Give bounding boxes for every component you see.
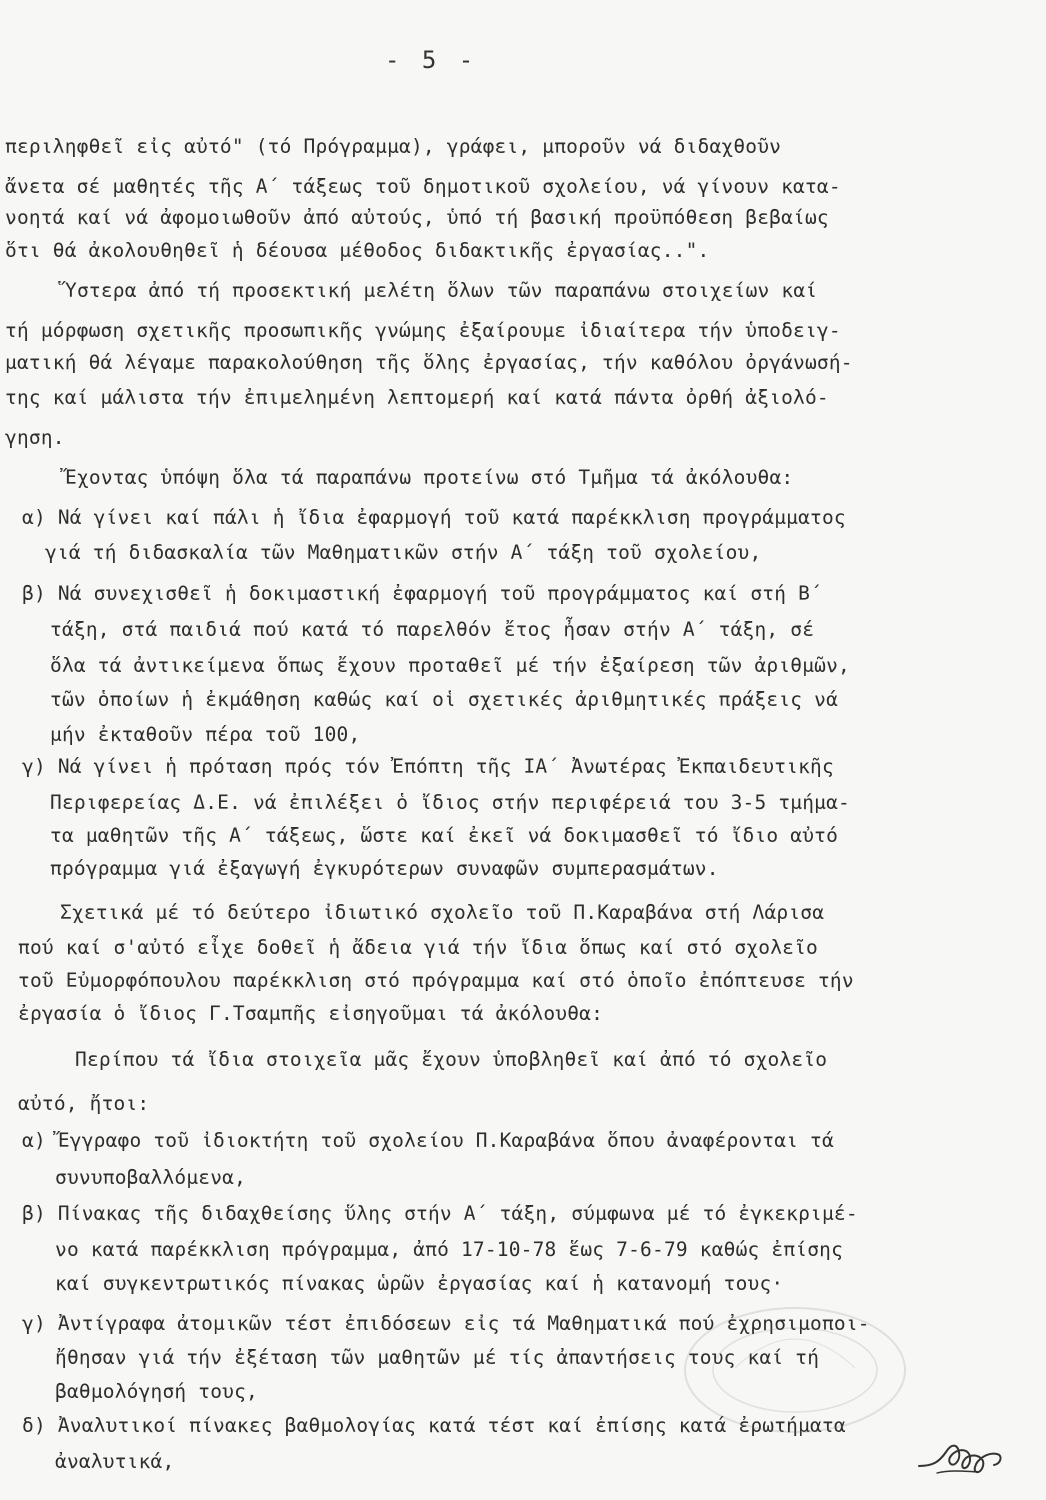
text-line: ἄνετα σέ μαθητές τῆς Α΄ τάξεως τοῦ δημοτικοῦ σχολείου, νά γίνουν κατα- <box>5 175 841 198</box>
text-line: νοητά καί νά ἀφομοιωθοῦν ἀπό αὐτούς, ὑπό τή βασική προϋπόθεση βεβαίως <box>5 206 829 229</box>
text-line: Σχετικά μέ τό δεύτερο ἰδιωτικό σχολεῖο τοῦ Π.Καραβάνα στή Λάρισα <box>60 901 825 924</box>
text-line: πρόγραμμα γιά ἐξαγωγή ἐγκυρότερων συναφῶν συμπερασμάτων. <box>50 857 719 880</box>
text-line: ἀναλυτικά, <box>55 1450 175 1473</box>
text-line: τα μαθητῶν τῆς Α΄ τάξεως, ὥστε καί ἐκεῖ νά δοκιμασθεῖ τό ἴδιο αὐτό <box>50 824 839 847</box>
text-line: τή μόρφωση σχετικῆς προσωπικῆς γνώμης ἐξαίρουμε ἰδιαίτερα τήν ὑποδειγ- <box>5 319 841 342</box>
text-line: συνυποβαλλόμενα, <box>55 1166 247 1189</box>
text-line: καί συγκεντρωτικός πίνακας ὡρῶν ἐργασίας καί ἡ κατανομή τους· <box>55 1272 784 1295</box>
text-line: μήν ἐκταθοῦν πέρα τοῦ 100, <box>50 723 361 746</box>
text-line: τάξη, στά παιδιά πού κατά τό παρελθόν ἔτος ἦσαν στήν Α΄ τάξη, σέ <box>50 618 815 641</box>
text-line: τοῦ Εὐμορφόπουλου παρέκκλιση στό πρόγραμμα καί στό ὁποῖο ἐπόπτευσε τήν <box>18 969 854 992</box>
text-line: α) Νά γίνει καί πάλι ἡ ἴδια ἐφαρμογή τοῦ κατά παρέκκλιση προγράμματος <box>22 506 846 529</box>
text-line: γ) Νά γίνει ἡ πρόταση πρός τόν Ἐπόπτη τῆς ΙΑ΄ Ἀνωτέρας Ἐκπαιδευτικῆς <box>22 755 834 778</box>
text-line: περιληφθεῖ εἰς αὐτό" (τό Πρόγραμμα), γράφει, μποροῦν νά διδαχθοῦν <box>5 135 782 158</box>
text-line: γηση. <box>5 426 65 449</box>
text-line: ὅτι θά ἀκολουθηθεῖ ἡ δέουσα μέθοδος διδακτικῆς ἐργασίας..". <box>5 239 710 262</box>
text-line: Ὕστερα ἀπό τή προσεκτική μελέτη ὅλων τῶν παραπάνω στοιχείων καί <box>65 279 818 302</box>
text-line: Ἔχοντας ὑπόψη ὅλα τά παραπάνω προτείνω στό Τμῆμα τά ἀκόλουθα: <box>65 466 794 489</box>
text-line: βαθμολόγησή τους, <box>55 1380 258 1403</box>
text-line: ὅλα τά ἀντικείμενα ὅπως ἔχουν προταθεῖ μέ τήν ἐξαίρεση τῶν ἀριθμῶν, <box>50 654 850 677</box>
text-line: γιά τή διδασκαλία τῶν Μαθηματικῶν στήν Α΄ τάξη τοῦ σχολείου, <box>45 541 762 564</box>
text-line: α) Ἔγγραφο τοῦ ἰδιοκτήτη τοῦ σχολείου Π.Καραβάνα ὅπου ἀναφέρονται τά <box>22 1129 834 1152</box>
text-line: πού καί σ'αὐτό εἶχε δοθεῖ ἡ ἄδεια γιά τήν ἴδια ὅπως καί στό σχολεῖο <box>18 936 818 959</box>
text-line: γ) Ἀντίγραφα ἀτομικῶν τέστ ἐπιδόσεων εἰς τά Μαθηματικά πού ἐχρησιμοποι- <box>22 1312 870 1335</box>
text-line: ματική θά λέγαμε παρακολούθηση τῆς ὅλης ἐργασίας, τήν καθόλου ὀργάνωσή- <box>5 351 853 374</box>
text-line: τῶν ὁποίων ἡ ἐκμάθηση καθώς καί οἱ σχετικές ἀριθμητικές πράξεις νά <box>50 688 839 711</box>
text-line: Περίπου τά ἴδια στοιχεῖα μᾶς ἔχουν ὑποβληθεῖ καί ἀπό τό σχολεῖο <box>75 1048 828 1071</box>
faded-stamp-icon <box>640 1290 950 1440</box>
text-line: νο κατά παρέκκλιση πρόγραμμα, ἀπό 17-10-78 ἕως 7-6-79 καθώς ἐπίσης <box>55 1238 844 1261</box>
text-line: β) Πίνακας τῆς διδαχθείσης ὕλης στήν Α΄ τάξη, σύμφωνα μέ τό ἐγκεκριμέ- <box>22 1202 858 1225</box>
signature-icon <box>915 1432 1015 1482</box>
text-line: Περιφερείας Δ.Ε. νά ἐπιλέξει ὁ ἴδιος στήν περιφέρειά του 3-5 τμήμα- <box>50 791 850 814</box>
text-line: της καί μάλιστα τήν ἐπιμελημένη λεπτομερή καί κατά πάντα ὀρθή ἀξιολό- <box>5 386 829 409</box>
text-line: ἤθησαν γιά τήν ἐξέταση τῶν μαθητῶν μέ τίς ἀπαντήσεις τους καί τή <box>55 1346 820 1369</box>
text-line: ἐργασία ὁ ἴδιος Γ.Τσαμπῆς εἰσηγοῦμαι τά ἀκόλουθα: <box>18 1002 604 1025</box>
page-number: - 5 - <box>385 46 478 74</box>
text-line: δ) Ἀναλυτικοί πίνακες βαθμολογίας κατά τέστ καί ἐπίσης κατά ἐρωτήματα <box>22 1414 846 1437</box>
text-line: αὐτό, ἤτοι: <box>18 1092 150 1115</box>
text-line: β) Νά συνεχισθεῖ ἡ δοκιμαστική ἐφαρμογή τοῦ προγράμματος καί στή Β΄ <box>22 582 822 605</box>
